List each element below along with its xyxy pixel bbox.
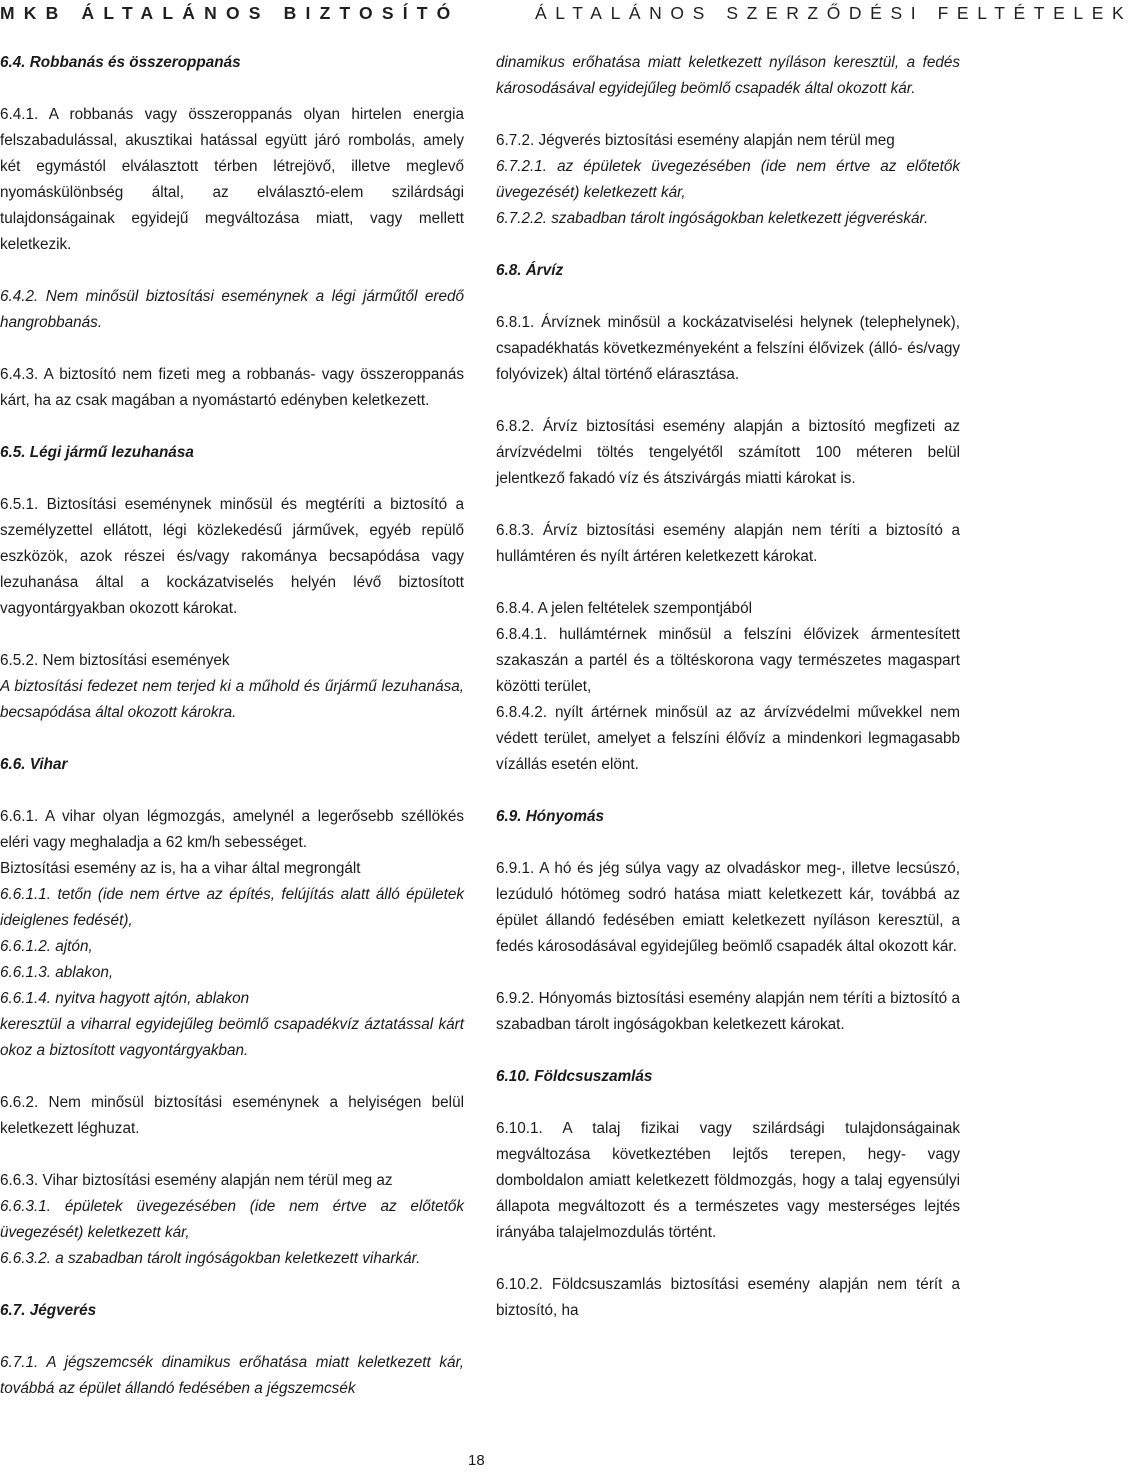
running-header bbox=[0, 0, 1132, 30]
section-heading: 6.4. Robbanás és összeroppanás bbox=[0, 54, 241, 71]
paragraph: 6.6.3.2. a szabadban tárolt ingóságokban keletkezett viharkár. bbox=[0, 1250, 421, 1267]
paragraph: 6.7.2. Jégverés biztosítási esemény alapján nem térül meg bbox=[496, 132, 895, 149]
paragraph: 6.4.1. A robbanás vagy összeroppanás olyan hirtelen energia felszabadulással, akusztikai hatással együtt járó rombolás, amely két egymástól elválasztott térben létrejövő, illetve meglevő nyomáskülönbség által, az elválasztó-elem szilárdsági tulajdonságainak egyidejű megváltozása miatt, vagy mellett keletkezik. bbox=[0, 106, 464, 253]
section-heading: 6.7. Jégverés bbox=[0, 1302, 97, 1319]
section-heading: 6.5. Légi jármű lezuhanása bbox=[0, 444, 194, 461]
paragraph: A biztosítási fedezet nem terjed ki a műhold és űrjármű lezuhanása, becsapódása által okozott károkra. bbox=[0, 678, 464, 721]
paragraph: 6.6.1.1. tetőn (ide nem értve az építés, felújítás alatt álló épületek ideiglenes fedését), bbox=[0, 886, 464, 929]
paragraph: 6.4.2. Nem minősül biztosítási eseménynek a légi járműtől eredő hangrobbanás. bbox=[0, 288, 464, 331]
paragraph: 6.9.2. Hónyomás biztosítási esemény alapján nem téríti a biztosító a szabadban tárolt ingóságokban keletkezett károkat. bbox=[496, 990, 960, 1033]
header-doc-title: ÁLTALÁNOS SZERZŐDÉSI FELTÉTELEK bbox=[535, 3, 1132, 23]
paragraph: 6.6.1.2. ajtón, bbox=[0, 938, 93, 955]
paragraph: keresztül a viharral egyidejűleg beömlő csapadékvíz áztatással kárt okoz a biztosított vagyontárgyakban. bbox=[0, 1016, 464, 1059]
section-heading: 6.10. Földcsuszamlás bbox=[496, 1068, 653, 1085]
paragraph: 6.6.3.1. épületek üvegezésében (ide nem értve az előtetők üvegezését) keletkezett kár, bbox=[0, 1198, 464, 1241]
paragraph: 6.6.3. Vihar biztosítási esemény alapján nem térül meg az bbox=[0, 1172, 393, 1189]
paragraph: 6.5.2. Nem biztosítási események bbox=[0, 652, 230, 669]
section-heading: 6.8. Árvíz bbox=[496, 262, 564, 279]
paragraph: 6.10.2. Földcsuszamlás biztosítási esemény alapján nem térít a biztosító, ha bbox=[496, 1276, 960, 1319]
left-column bbox=[0, 50, 464, 1402]
paragraph: dinamikus erőhatása miatt keletkezett nyíláson keresztül, a fedés károsodásával egyidejűleg beömlő csapadék által okozott kár. bbox=[496, 54, 960, 97]
paragraph: 6.8.3. Árvíz biztosítási esemény alapján nem téríti a biztosító a hullámtéren és nyílt ártéren keletkezett károkat. bbox=[496, 522, 960, 565]
right-column bbox=[496, 50, 960, 1324]
section-heading: 6.9. Hónyomás bbox=[496, 808, 604, 825]
paragraph: 6.8.4. A jelen feltételek szempontjából bbox=[496, 600, 752, 617]
paragraph: 6.4.3. A biztosító nem fizeti meg a robbanás- vagy összeroppanás kárt, ha az csak magában a nyomástartó edényben keletkezett. bbox=[0, 366, 464, 409]
paragraph: 6.6.1.3. ablakon, bbox=[0, 964, 114, 981]
paragraph: 6.6.2. Nem minősül biztosítási eseménynek a helyiségen belül keletkezett léghuzat. bbox=[0, 1094, 464, 1137]
section-heading: 6.6. Vihar bbox=[0, 756, 68, 773]
paragraph: 6.8.2. Árvíz biztosítási esemény alapján a biztosító megfizeti az árvízvédelmi töltés tengelyétől számított 100 méteren belül jelentkező fakadó víz és átszivárgás miatti károkat is. bbox=[496, 418, 960, 487]
paragraph: 6.5.1. Biztosítási eseménynek minősül és megtéríti a biztosító a személyzettel ellátott, légi közlekedésű járművek, egyéb repülő eszközök, azok részei és/vagy rakománya becsapódása vagy lezuhanása által a kockázatviselés helyén lévő biztosított vagyontárgyakban okozott károkat. bbox=[0, 496, 464, 617]
paragraph: 6.8.4.2. nyílt ártérnek minősül az az árvízvédelmi művekkel nem védett terület, amelyet a felszíni élővíz a mindenkori legmagasabb vízállás esetén elönt. bbox=[496, 704, 960, 773]
paragraph: 6.6.1. A vihar olyan légmozgás, amelynél a legerősebb széllökés eléri vagy meghaladja a 62 km/h sebességet. bbox=[0, 808, 464, 851]
paragraph: 6.8.1. Árvíznek minősül a kockázatviselési helynek (telephelynek), csapadékhatás következményeként a felszíni élővizek (álló- és/vagy folyóvizek) által történő elárasztása. bbox=[496, 314, 960, 383]
paragraph: Biztosítási esemény az is, ha a vihar által megrongált bbox=[0, 860, 361, 877]
paragraph: 6.7.2.2. szabadban tárolt ingóságokban keletkezett jégveréskár. bbox=[496, 210, 929, 227]
paragraph: 6.8.4.1. hullámtérnek minősül a felszíni élővizek ármentesített szakaszán a partél és a töltéskorona vagy természetes magaspart közötti terület, bbox=[496, 626, 960, 695]
header-company: MKB ÁLTALÁNOS BIZTOSÍTÓ bbox=[0, 3, 460, 23]
paragraph: 6.10.1. A talaj fizikai vagy szilárdsági tulajdonságainak megváltozása következtében lejtős terepen, hegy- vagy domboldalon amiatt keletkezett földmozgás, hogy a talaj egyensúlyi állapota megváltozott és a természetes vagy mesterséges lejtés irányába talajelmozdulás történt. bbox=[496, 1120, 960, 1241]
paragraph: 6.6.1.4. nyitva hagyott ajtón, ablakon bbox=[0, 990, 250, 1007]
page-number: 18 bbox=[468, 1452, 485, 1469]
paragraph: 6.9.1. A hó és jég súlya vagy az olvadáskor meg-, illetve lecsúszó, lezúduló hótömeg sodró hatása miatt keletkezett kár, továbbá az épület állandó fedésében emiatt keletkezett nyíláson keresztül, a fedés károsodásával egyidejűleg beömlő csapadék által okozott kár. bbox=[496, 860, 960, 955]
paragraph: 6.7.1. A jégszemcsék dinamikus erőhatása miatt keletkezett kár, továbbá az épület állandó fedésében a jégszemcsék bbox=[0, 1354, 464, 1397]
paragraph: 6.7.2.1. az épületek üvegezésében (ide nem értve az előtetők üvegezését) keletkezett kár, bbox=[496, 158, 960, 201]
